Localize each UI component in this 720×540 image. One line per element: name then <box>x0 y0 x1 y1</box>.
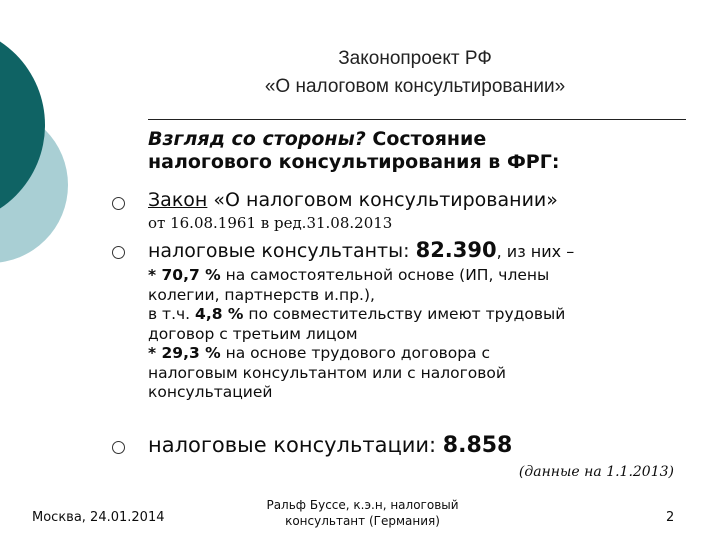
detail-line-3-pre: в т.ч. <box>148 305 196 323</box>
title-divider <box>148 119 686 120</box>
section-heading <box>148 128 559 174</box>
detail-line-1: на самостоятельной основе (ИП, члены <box>220 266 550 284</box>
consultations-line <box>148 432 512 459</box>
advisors-value: 82.390 <box>415 238 497 262</box>
advisors-details <box>148 266 688 403</box>
pct-employed: * 29,3 % <box>148 344 221 362</box>
footer-date: Москва, 24.01.2014 <box>32 510 165 525</box>
page-number: 2 <box>666 510 675 525</box>
advisors-line <box>148 238 574 264</box>
heading-line-2: налогового консультирования в ФРГ: <box>148 151 560 173</box>
pct-part-time: 4,8 % <box>195 305 244 323</box>
detail-line-4: договор с третьим лицом <box>148 324 358 343</box>
bullet-circle-1 <box>112 197 125 210</box>
data-source-note: (данные на 1.1.2013) <box>518 464 674 480</box>
detail-line-2: колегии, партнерств и.пр.), <box>148 285 375 304</box>
title-line-2: «О налоговом консультировании» <box>264 76 566 97</box>
law-word: Закон <box>148 189 208 211</box>
detail-line-5: на основе трудового договора с <box>220 344 491 362</box>
law-date: от 16.08.1961 в ред.31.08.2013 <box>148 214 393 232</box>
bullet-circle-2 <box>112 246 125 259</box>
footer-author-line-2: консультант (Германия) <box>285 514 440 528</box>
detail-line-7: консультацией <box>148 383 273 401</box>
title-line-1: Законопроект РФ <box>338 48 492 69</box>
bullet-circle-3 <box>112 441 125 454</box>
advisors-label: налоговые консультанты: <box>148 240 416 262</box>
consultations-value: 8.858 <box>442 433 513 458</box>
heading-rest: Состояние <box>365 128 487 150</box>
pct-self-employed: * 70,7 % <box>148 266 221 284</box>
consultations-label: налоговые консультации: <box>148 433 443 457</box>
footer-author-line-1: Ральф Буссе, к.э.н, налоговый <box>266 498 459 512</box>
detail-line-3: по совместительству имеют трудовый <box>243 305 566 323</box>
slide-title <box>190 45 640 101</box>
decorative-circles <box>0 0 120 300</box>
law-title: «О налоговом консультировании» <box>207 189 558 211</box>
heading-italic: Взгляд со стороны? <box>148 128 366 150</box>
advisors-suffix: , из них – <box>496 242 575 261</box>
law-line <box>148 189 558 212</box>
footer-author <box>255 497 470 529</box>
detail-line-6: налоговым консультантом или с налоговой <box>148 363 506 382</box>
